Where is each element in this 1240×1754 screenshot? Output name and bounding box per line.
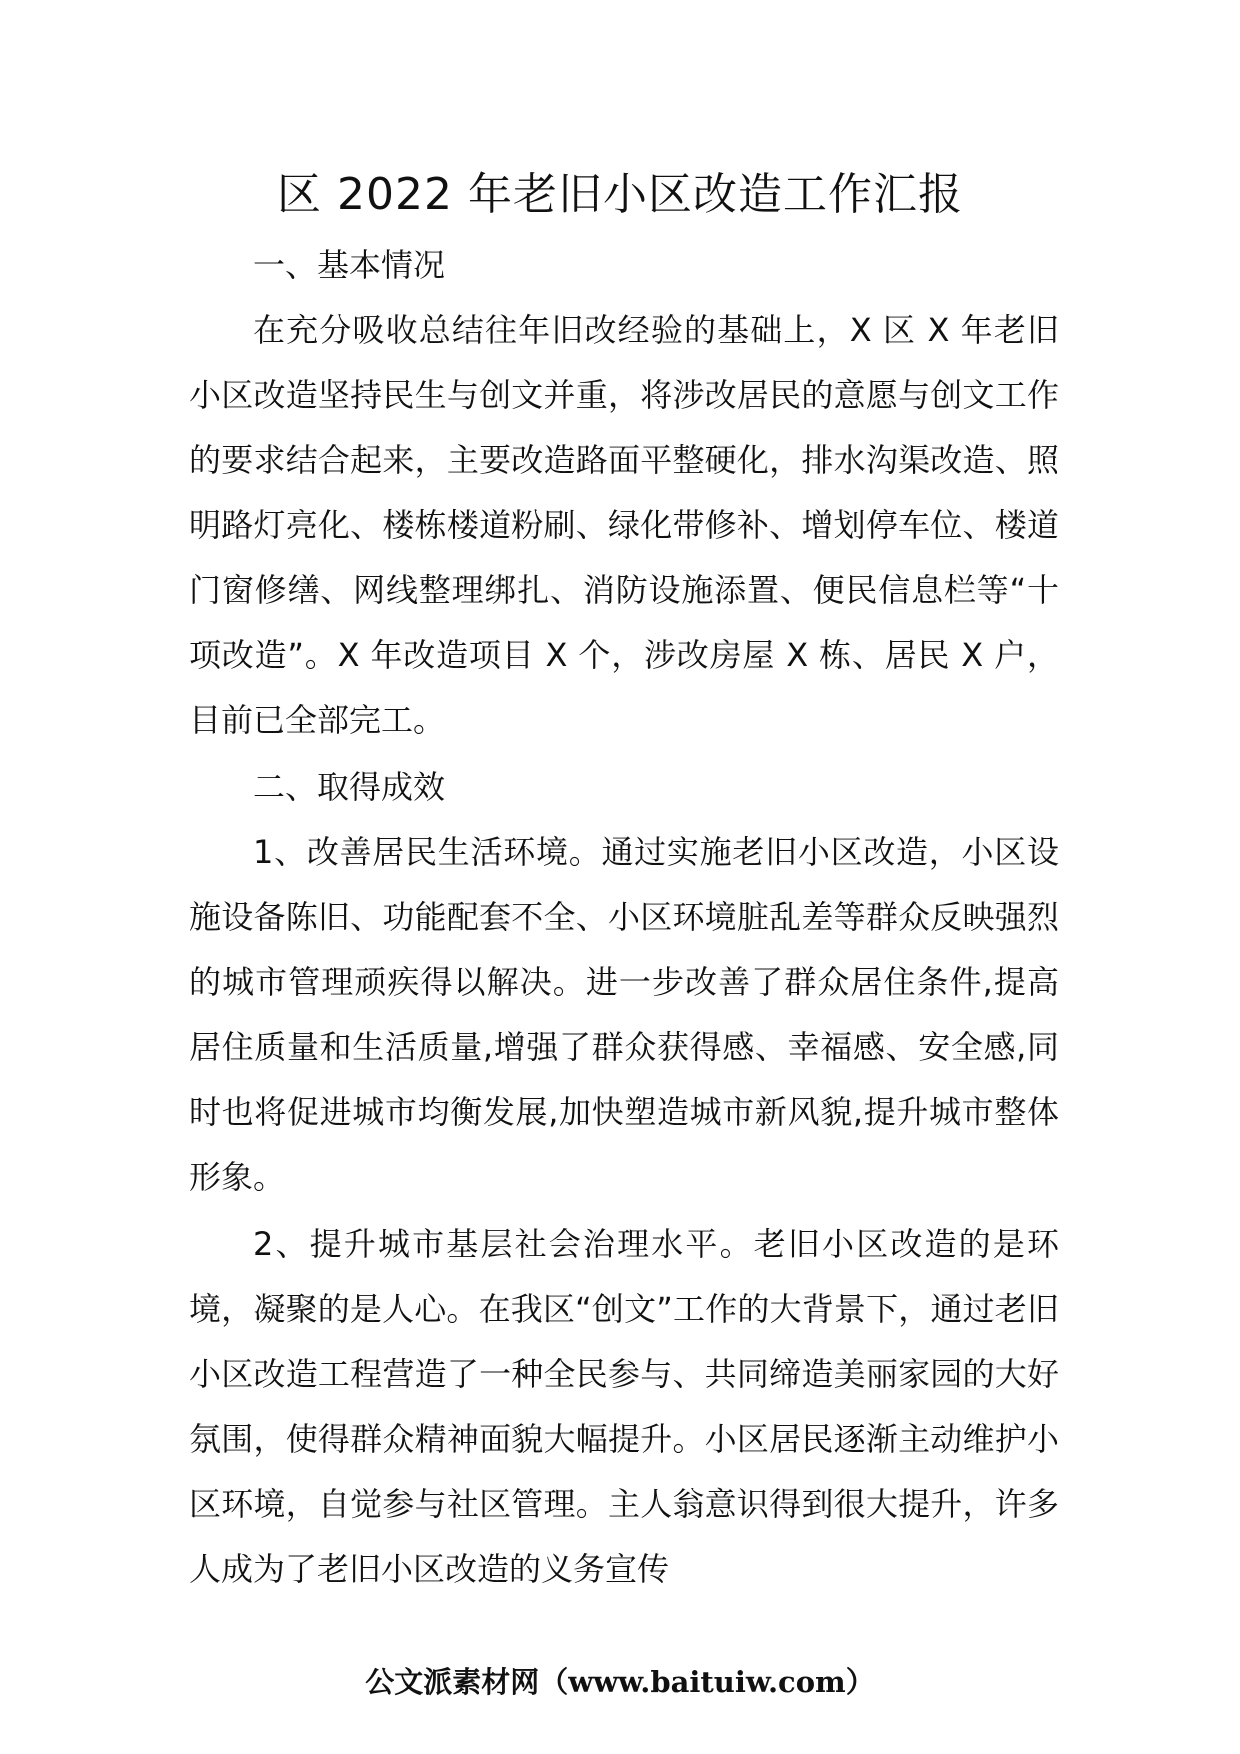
paragraph-item-2: 2、提升城市基层社会治理水平。老旧小区改造的是环境，凝聚的是人心。在我区“创文”工作的大背景下，通过老旧小区改造工程营造了一种全民参与、共同缔造美丽家园的大好氛围，使得群众精神面貌大幅提升。小区居民逐渐主动维护小区环境，自觉参与社区管理。主人翁意识得到很大提升，许多人成为了老旧小区改造的义务宣传: [189, 1225, 1059, 1588]
footer-watermark: 公文派素材网（www.baituiw.com）: [365, 1665, 875, 1699]
document-body: [189, 233, 1059, 1602]
document-title: 区 2022 年老旧小区改造工作汇报: [277, 169, 963, 220]
section-heading-basic-situation: 一、基本情况: [253, 246, 446, 284]
section-heading-achievements: 二、取得成效: [253, 768, 446, 806]
paragraph-basic-situation: 在充分吸收总结往年旧改经验的基础上，X 区 X 年老旧小区改造坚持民生与创文并重，将涉改居民的意愿与创文工作的要求结合起来，主要改造路面平整硬化，排水沟渠改造、照明路灯亮化、楼栋楼道粉刷、绿化带修补、增划停车位、楼道门窗修缮、网线整理绑扎、消防设施添置、便民信息栏等“十项改造”。X 年改造项目 X 个，涉改房屋 X 栋、居民 X 户，目前已全部完工。: [189, 311, 1059, 739]
paragraph-item-1: 1、改善居民生活环境。通过实施老旧小区改造，小区设施设备陈旧、功能配套不全、小区环境脏乱差等群众反映强烈的城市管理顽疾得以解决。进一步改善了群众居住条件,提高居住质量和生活质量,增强了群众获得感、幸福感、安全感,同时也将促进城市均衡发展,加快塑造城市新风貌,提升城市整体形象。: [189, 833, 1059, 1196]
